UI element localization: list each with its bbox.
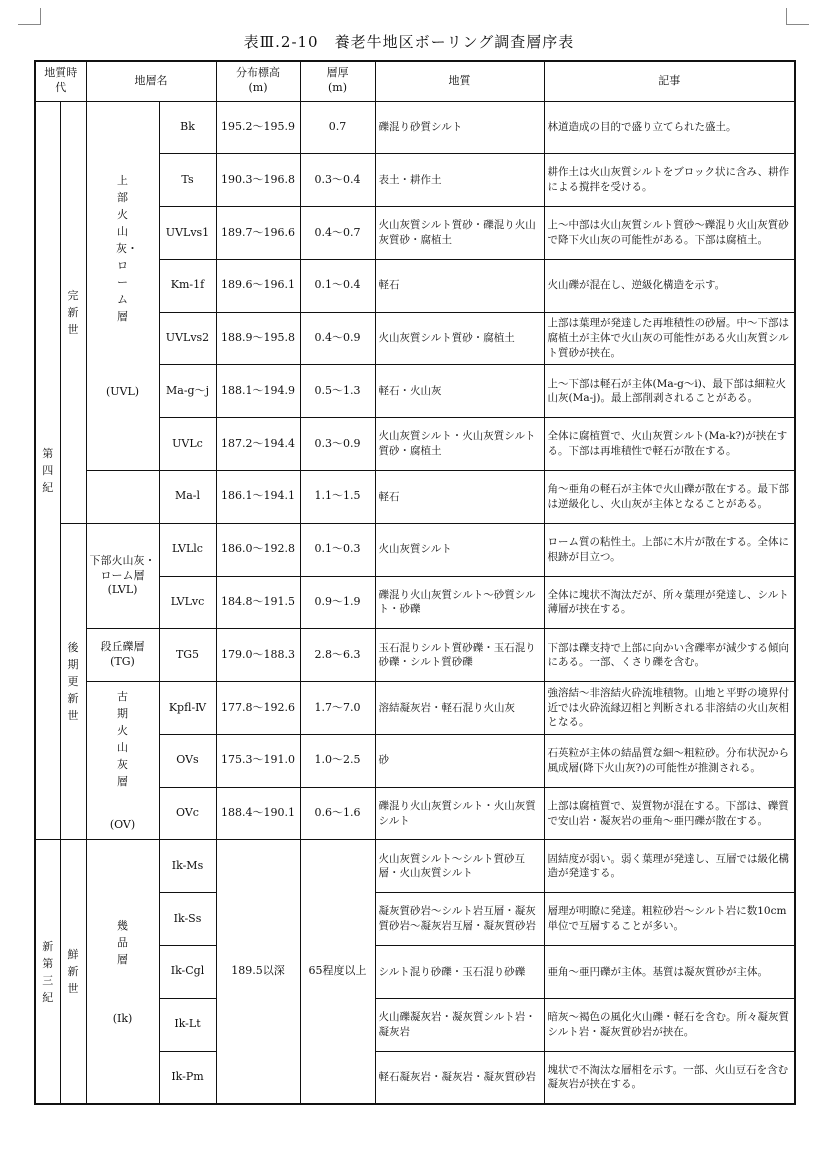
remarks-cell: 上～中部は火山灰質シルト質砂～礫混り火山灰質砂で降下火山灰の可能性がある。下部は腐植土。 <box>544 207 795 260</box>
remarks-cell: 暗灰～褐色の風化火山礫・軽石を含む。所々凝灰質シルト岩・凝灰質砂岩が挟在。 <box>544 998 795 1051</box>
geology-cell: 火山灰質シルト～シルト質砂互層・火山灰質シルト <box>375 840 544 893</box>
header-elevation-label: 分布標高 <box>236 66 280 80</box>
group-lvl-name: 下部火山灰・ローム層 <box>89 553 156 582</box>
group-ov-abbr: (OV) <box>109 818 136 832</box>
table-row <box>35 629 795 682</box>
geology-cell: 軽石 <box>375 470 544 523</box>
table-title: 表Ⅲ.2-10 養老牛地区ボーリング調査層序表 <box>243 33 575 51</box>
elevation-cell: 188.4～190.1 <box>216 787 300 840</box>
formation-code: UVLvs1 <box>159 207 216 260</box>
group-empty-cell <box>86 470 159 523</box>
group-lvl <box>86 523 159 629</box>
table-row <box>35 101 795 154</box>
formation-code: Ma-l <box>159 470 216 523</box>
geology-cell: シルト混り砂礫・玉石混り砂礫 <box>375 946 544 999</box>
remarks-cell: 角～亜角の軽石が主体で火山礫が散在する。最下部は逆級化し、火山灰が主体となることがある。 <box>544 470 795 523</box>
formation-code: Ik-Pm <box>159 1051 216 1104</box>
elevation-cell: 190.3～196.8 <box>216 154 300 207</box>
formation-code: Ik-Ms <box>159 840 216 893</box>
elevation-cell: 187.2～194.4 <box>216 418 300 471</box>
elevation-cell: 175.3～191.0 <box>216 734 300 787</box>
group-uvl-abbr: (UVL) <box>105 385 140 399</box>
thickness-cell: 1.7～7.0 <box>300 682 375 735</box>
table-row <box>35 470 795 523</box>
group-uvl <box>86 101 159 470</box>
remarks-cell: ローム質の粘性土。上部に木片が散在する。全体に根跡が目立つ。 <box>544 523 795 576</box>
thickness-cell-ik: 65程度以上 <box>300 840 375 1104</box>
remarks-cell: 上部は腐植質で、炭質物が混在する。下部は、礫質で安山岩・凝灰岩の亜角～亜円礫が散在する。 <box>544 787 795 840</box>
geology-cell: 溶結凝灰岩・軽石混り火山灰 <box>375 682 544 735</box>
table-row <box>35 523 795 576</box>
thickness-cell: 1.0～2.5 <box>300 734 375 787</box>
header-elevation <box>216 61 300 101</box>
header-thickness-label: 層厚 <box>326 66 349 80</box>
epoch-holocene: 完新世 <box>60 101 86 523</box>
remarks-cell: 全体に塊状不淘汰だが、所々葉理が発達し、シルト薄層が挟在する。 <box>544 576 795 629</box>
remarks-cell: 石英粒が主体の結晶質な細～粗粒砂。分布状況から風成層(降下火山灰?)の可能性が推測される。 <box>544 734 795 787</box>
geology-cell: 砂 <box>375 734 544 787</box>
table-row <box>35 682 795 735</box>
group-ik-name: 幾品層 <box>117 918 128 966</box>
thickness-cell: 0.3～0.9 <box>300 418 375 471</box>
elevation-cell: 186.1～194.1 <box>216 470 300 523</box>
remarks-cell: 上部は葉理が発達した再堆積性の砂層。中～下部は腐植土が主体で火山灰の可能性がある火山灰質シルト質砂が挟在。 <box>544 312 795 365</box>
remarks-cell: 固結度が弱い。弱く葉理が発達し、互層では級化構造が発達する。 <box>544 840 795 893</box>
group-tg-abbr: (TG) <box>110 655 135 669</box>
thickness-cell: 0.7 <box>300 101 375 154</box>
formation-code: UVLvs2 <box>159 312 216 365</box>
remarks-cell: 下部は礫支持で上部に向かい含礫率が減少する傾向にある。一部、くさり礫を含む。 <box>544 629 795 682</box>
formation-code: Bk <box>159 101 216 154</box>
group-tg <box>86 629 159 682</box>
formation-code: Ts <box>159 154 216 207</box>
thickness-cell: 0.1～0.4 <box>300 259 375 312</box>
remarks-cell: 耕作土は火山灰質シルトをブロック状に含み、耕作による撹拌を受ける。 <box>544 154 795 207</box>
geology-cell: 礫混り火山灰質シルト～砂質シルト・砂礫 <box>375 576 544 629</box>
remarks-cell: 火山礫が混在し、逆級化構造を示す。 <box>544 259 795 312</box>
remarks-cell: 上～下部は軽石が主体(Ma-g～i)、最下部は細粒火山灰(Ma-j)。最上部削剥されることがある。 <box>544 365 795 418</box>
geology-cell: 礫混り火山灰質シルト・火山灰質シルト <box>375 787 544 840</box>
formation-code: UVLc <box>159 418 216 471</box>
group-uvl-name: 上部火山灰・ローム層 <box>116 173 138 323</box>
header-formation: 地層名 <box>86 61 216 101</box>
elevation-cell: 189.7～196.6 <box>216 207 300 260</box>
header-geology: 地質 <box>375 61 544 101</box>
formation-code: Ik-Cgl <box>159 946 216 999</box>
header-remarks: 記事 <box>544 61 795 101</box>
epoch-miocene: 鮮新世 <box>60 840 86 1104</box>
remarks-cell: 塊状で不淘汰な層相を示す。一部、火山豆石を含む凝灰岩が挟在する。 <box>544 1051 795 1104</box>
formation-code: OVs <box>159 734 216 787</box>
geology-cell: 礫混り砂質シルト <box>375 101 544 154</box>
elevation-cell: 177.8～192.6 <box>216 682 300 735</box>
table-row <box>35 840 795 893</box>
elevation-cell: 184.8～191.5 <box>216 576 300 629</box>
geology-cell: 火山灰質シルト・火山灰質シルト質砂・腐植土 <box>375 418 544 471</box>
thickness-cell: 1.1～1.5 <box>300 470 375 523</box>
group-ov <box>86 682 159 840</box>
geology-cell: 軽石・火山灰 <box>375 365 544 418</box>
geology-cell: 表土・耕作土 <box>375 154 544 207</box>
formation-code: OVc <box>159 787 216 840</box>
geology-cell: 火山灰質シルト <box>375 523 544 576</box>
thickness-cell: 0.4～0.9 <box>300 312 375 365</box>
elevation-cell: 189.6～196.1 <box>216 259 300 312</box>
stratigraphy-table <box>34 60 796 1105</box>
geology-cell: 火山灰質シルト質砂・礫混り火山灰質砂・腐植土 <box>375 207 544 260</box>
thickness-cell: 0.3～0.4 <box>300 154 375 207</box>
group-tg-name: 段丘礫層 <box>100 640 145 654</box>
elevation-cell: 186.0～192.8 <box>216 523 300 576</box>
elevation-cell: 188.9～195.8 <box>216 312 300 365</box>
crop-mark-top-right <box>786 8 809 25</box>
elevation-cell: 188.1～194.9 <box>216 365 300 418</box>
crop-mark-top-left <box>18 8 41 25</box>
formation-code: Kpfl-Ⅳ <box>159 682 216 735</box>
thickness-cell: 0.9～1.9 <box>300 576 375 629</box>
remarks-cell: 林道造成の目的で盛り立てられた盛土。 <box>544 101 795 154</box>
thickness-cell: 2.8～6.3 <box>300 629 375 682</box>
remarks-cell: 強溶結～非溶結火砕流堆積物。山地と平野の境界付近では火砕流縁辺相と判断される非溶結の火山灰相となる。 <box>544 682 795 735</box>
group-lvl-abbr: (LVL) <box>107 583 138 597</box>
formation-code: LVLvc <box>159 576 216 629</box>
group-ov-name: 古期火山灰層 <box>117 690 128 789</box>
formation-code: LVLlc <box>159 523 216 576</box>
era-quaternary: 第四紀 <box>35 101 60 840</box>
remarks-cell: 層理が明瞭に発達。粗粒砂岩～シルト岩に数10cm単位で互層することが多い。 <box>544 893 795 946</box>
geology-cell: 軽石 <box>375 259 544 312</box>
thickness-cell: 0.5～1.3 <box>300 365 375 418</box>
thickness-cell: 0.6～1.6 <box>300 787 375 840</box>
header-elevation-unit: (m) <box>248 81 268 95</box>
geology-cell: 軽石凝灰岩・凝灰岩・凝灰質砂岩 <box>375 1051 544 1104</box>
formation-code: Ik-Ss <box>159 893 216 946</box>
group-ik-abbr: (Ik) <box>112 1011 133 1025</box>
geology-cell: 火山礫凝灰岩・凝灰質シルト岩・凝灰岩 <box>375 998 544 1051</box>
header-thickness-unit: (m) <box>327 81 347 95</box>
formation-code: Ma-g～j <box>159 365 216 418</box>
elevation-cell: 179.0～188.3 <box>216 629 300 682</box>
formation-code: Ik-Lt <box>159 998 216 1051</box>
formation-code: TG5 <box>159 629 216 682</box>
elevation-cell: 195.2～195.9 <box>216 101 300 154</box>
header-row <box>35 61 795 101</box>
remarks-cell: 亜角～亜円礫が主体。基質は凝灰質砂が主体。 <box>544 946 795 999</box>
epoch-late-pleistocene: 後期更新世 <box>60 523 86 840</box>
geology-cell: 火山灰質シルト質砂・腐植土 <box>375 312 544 365</box>
header-thickness <box>300 61 375 101</box>
geology-cell: 玉石混りシルト質砂礫・玉石混り砂礫・シルト質砂礫 <box>375 629 544 682</box>
header-period: 地質時代 <box>35 61 86 101</box>
thickness-cell: 0.4～0.7 <box>300 207 375 260</box>
thickness-cell: 0.1～0.3 <box>300 523 375 576</box>
group-ik <box>86 840 159 1104</box>
elevation-cell-ik: 189.5以深 <box>216 840 300 1104</box>
formation-code: Km-1f <box>159 259 216 312</box>
remarks-cell: 全体に腐植質で、火山灰質シルト(Ma-k?)が挟在する。下部は再堆積性で軽石が散在する。 <box>544 418 795 471</box>
era-tertiary: 新第三紀 <box>35 840 60 1104</box>
geology-cell: 凝灰質砂岩～シルト岩互層・凝灰質砂岩～凝灰岩互層・凝灰質砂岩 <box>375 893 544 946</box>
